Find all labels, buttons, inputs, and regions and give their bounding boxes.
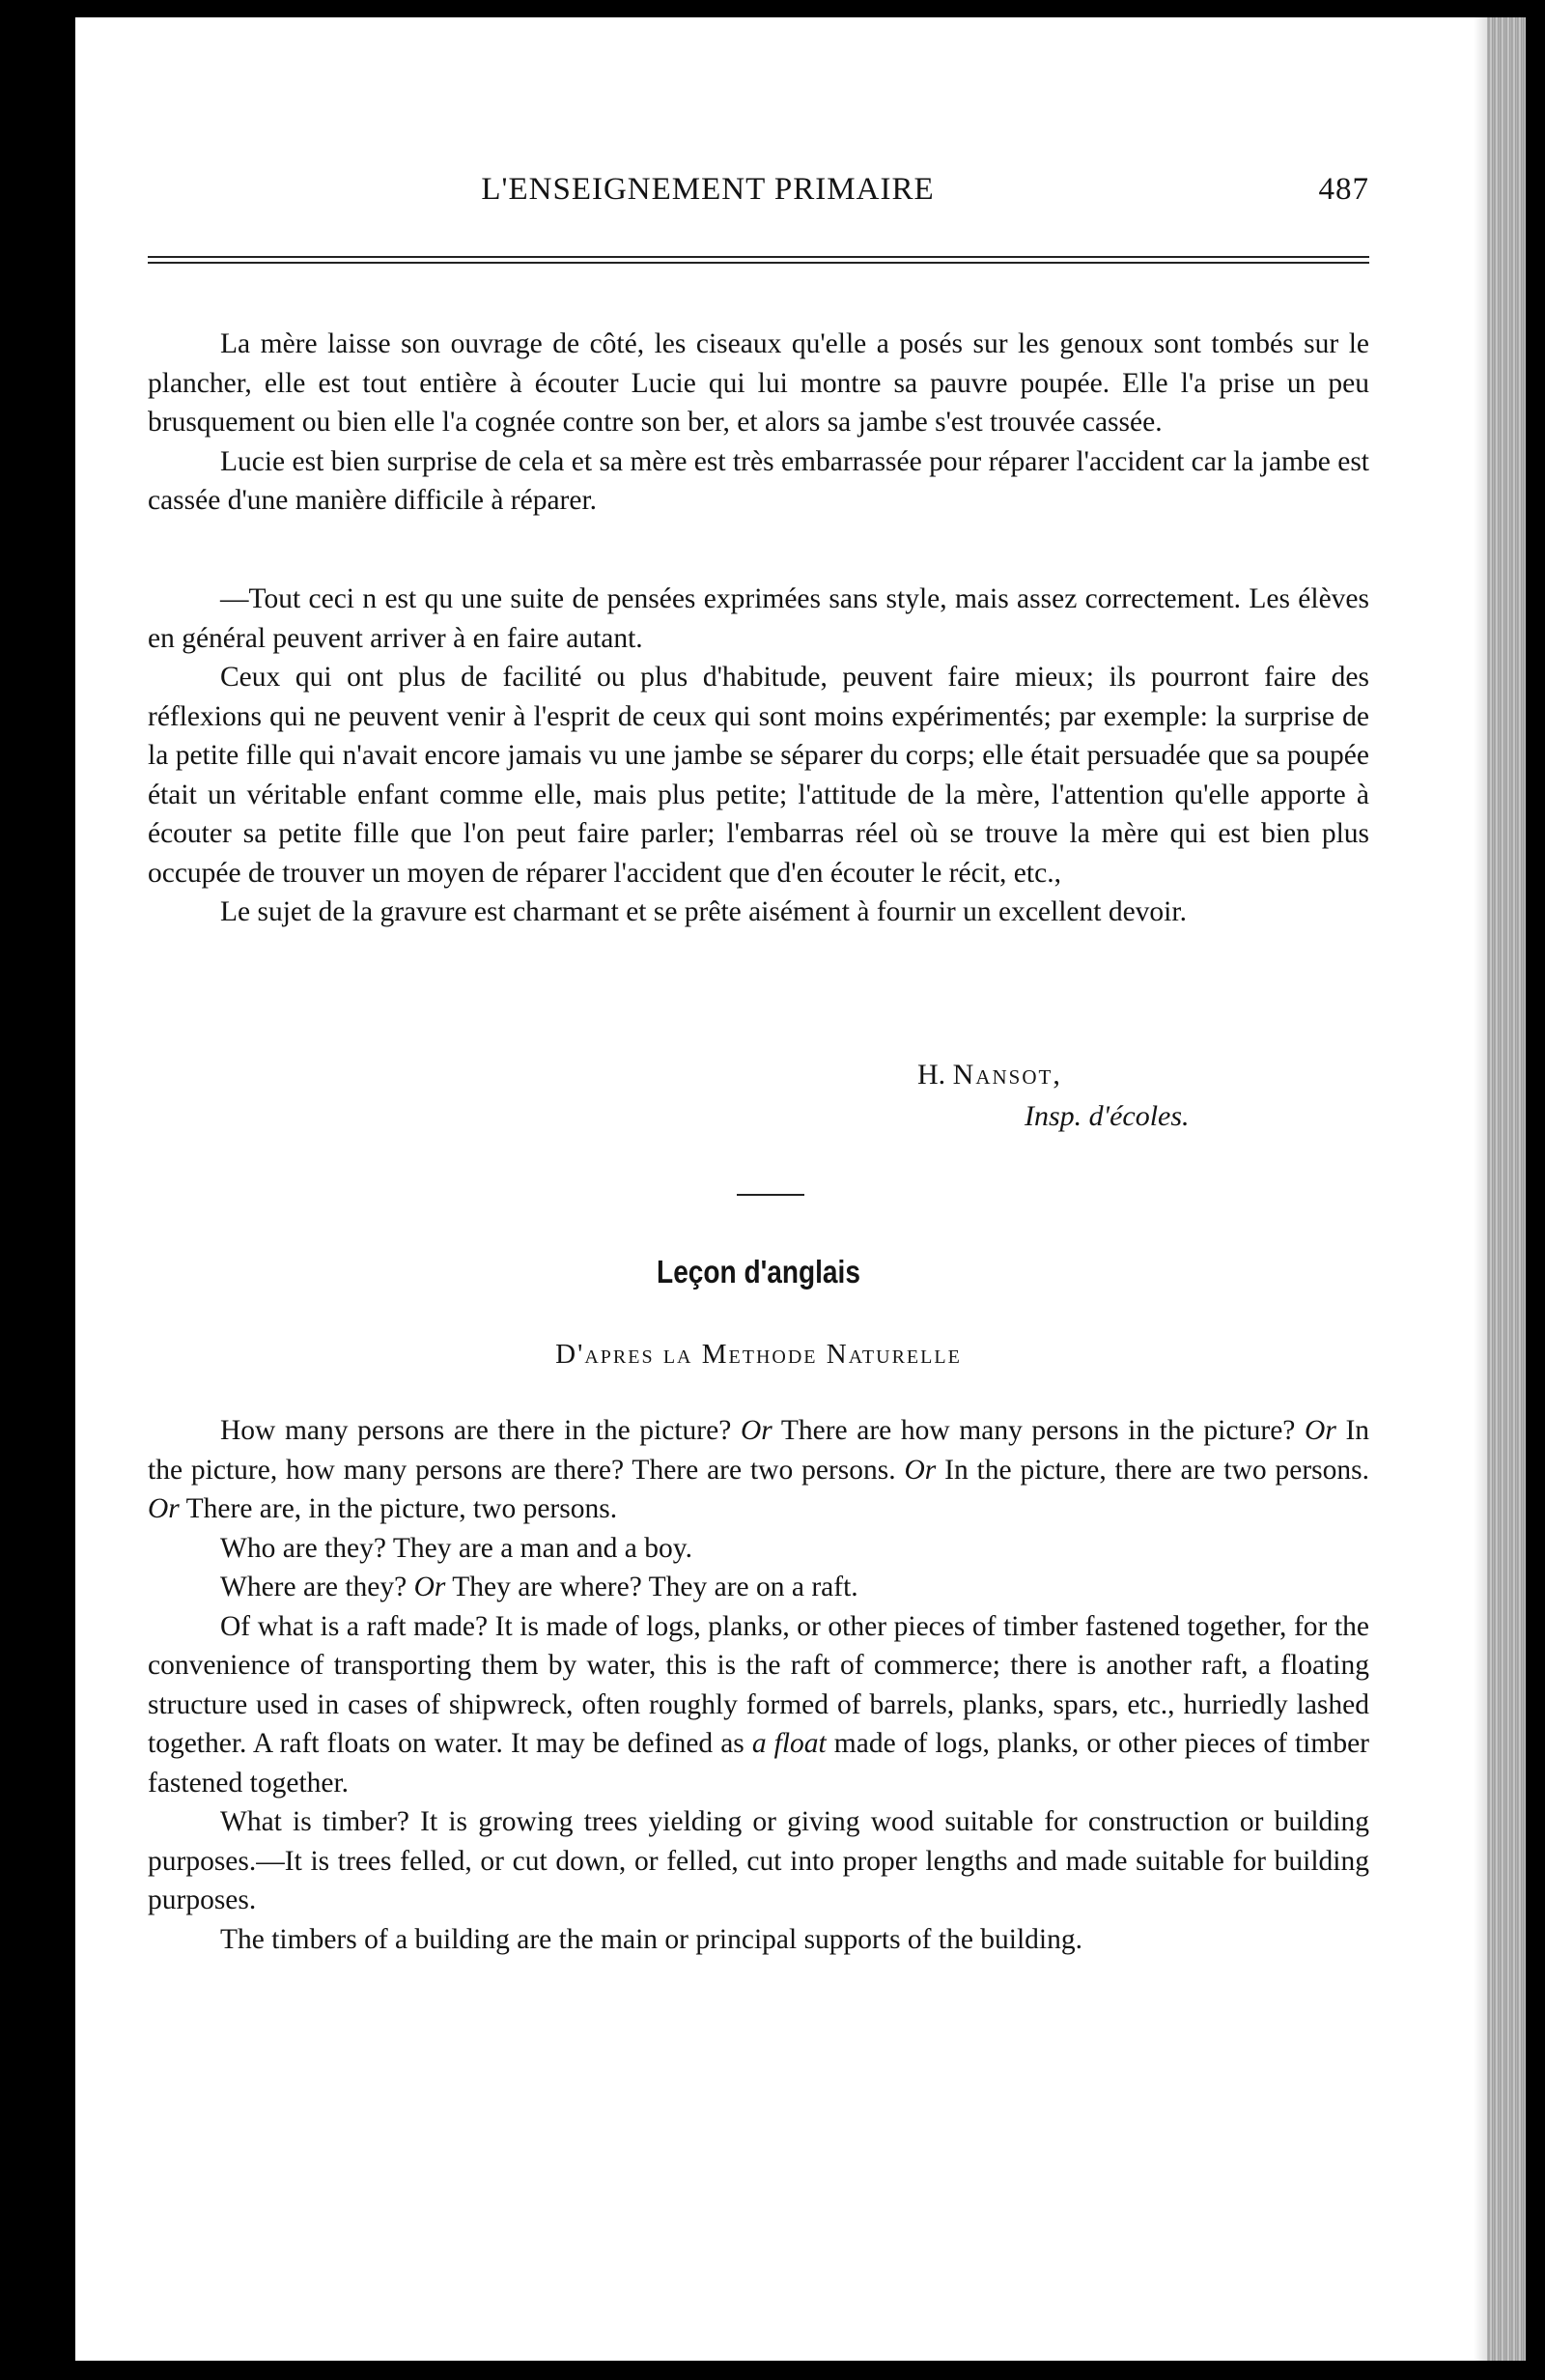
header-rule-bottom [148, 262, 1369, 264]
page-edges [1487, 17, 1526, 2361]
paragraph: How many persons are there in the picture? Or There are how many persons in the picture? Or In the picture, how many persons are there? There are two persons. Or In the picture, there are two persons. Or There are, in the picture, two persons. [148, 1415, 1370, 1524]
narrative-section [148, 325, 1369, 521]
commentary-section [148, 580, 1369, 932]
lesson-body [148, 1411, 1369, 1959]
paragraph: Of what is a raft made? It is made of logs, planks, or other pieces of timber fastened together, for the convenience of transporting them by water, this is the raft of commerce; there is another raft, a floating structure used in cases of shipwreck, often roughly formed of barrels, planks, spars, etc., hurriedly lashed together. A raft floats on water. It may be defined as a float made of logs, planks, or other pieces of timber fastened together. [148, 1610, 1369, 1799]
paragraph: La mère laisse son ouvrage de côté, les ciseaux qu'elle a posés sur les genoux sont tombés sur le plancher, elle est tout entière à écouter Lucie qui lui montre sa pauvre poupée. Elle l'a prise un peu brusquement ou bien elle l'a cognée contre son ber, et alors sa jambe s'est trouvée cassée. [148, 328, 1369, 438]
signature-name [917, 1059, 1062, 1091]
signature-initial: H. [917, 1059, 946, 1091]
paragraph: Who are they? They are a man and a boy. [220, 1532, 692, 1564]
book-page [75, 17, 1526, 2361]
header-rule-top [148, 256, 1369, 258]
page-curvature-shade [1474, 17, 1487, 2361]
page-number: 487 [1318, 172, 1369, 207]
paragraph: What is timber? It is growing trees yielding or giving wood suitable for construction or building purposes.—It is trees felled, or cut down, or felled, cut into proper lengths and made suitable for building purposes. [148, 1806, 1369, 1915]
running-head [148, 172, 1369, 220]
signature-role: Insp. d'écoles. [1025, 1100, 1190, 1132]
paragraph: The timbers of a building are the main or principal supports of the building. [220, 1923, 1082, 1955]
paragraph: Le sujet de la gravure est charmant et se prête aisément à fournir un excellent devoir. [220, 896, 1187, 927]
paragraph: —Tout ceci n est qu une suite de pensées exprimées sans style, mais assez correctement. Les élèves en général peuvent arriver à en faire autant. [148, 583, 1369, 654]
signature-surname: Nansot, [952, 1059, 1062, 1091]
lesson-title: Leçon d'anglais [657, 1254, 860, 1289]
paragraph: Where are they? Or They are where? They are on a raft. [220, 1572, 858, 1602]
lesson-subtitle: D'apres la Methode Naturelle [555, 1339, 962, 1370]
running-title: L'ENSEIGNEMENT PRIMAIRE [481, 172, 935, 207]
paragraph: Lucie est bien surprise de cela et sa mère est très embarrassée pour réparer l'accident car la jambe est cassée d'une manière difficile à réparer. [148, 445, 1369, 516]
paragraph: Ceux qui ont plus de facilité ou plus d'habitude, peuvent faire mieux; ils pourront faire des réflexions qui ne peuvent venir à l'esprit de ceux qui sont moins expérimentés; par exemple: la surprise de la petite fille qui n'avait encore jamais vu une jambe se séparer du corps; elle était persuadée que sa poupée était un véritable enfant comme elle, mais plus petite; l'attitude de la mère, l'attention qu'elle apporte à écouter sa petite fille que l'on peut faire parler; l'embarras réel où se trouve la mère qui est bien plus occupée de trouver un moyen de réparer l'accident que d'en écouter le récit, etc., [148, 662, 1369, 889]
section-separator [737, 1194, 804, 1196]
